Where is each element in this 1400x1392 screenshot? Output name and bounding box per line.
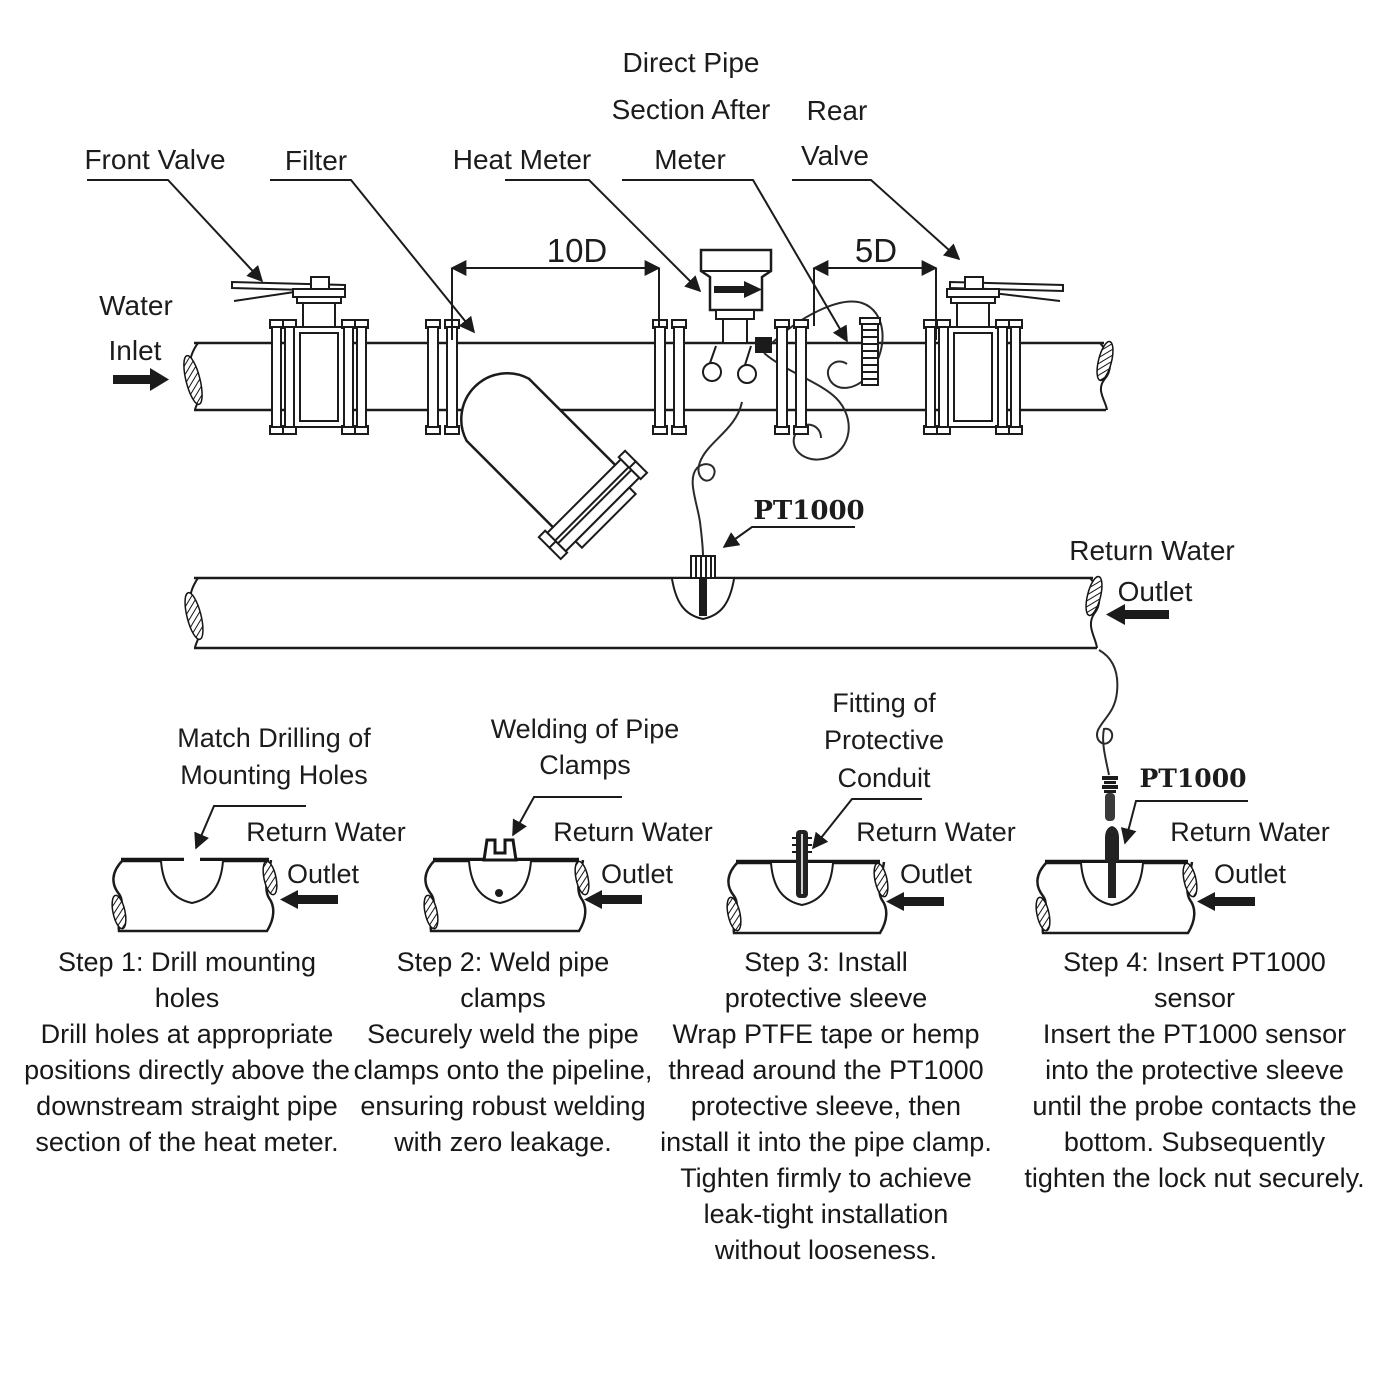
pipe-break-hatch <box>181 591 206 641</box>
step3-body: Wrap PTFE tape or hemp thread around the PT1000 protective sleeve, then install it into the pipe clamp. Tighten firmly to achieve leak-tight installation without looseness. <box>660 1019 992 1265</box>
step1-text <box>22 944 352 1160</box>
pt1000-sensor-hanging <box>1102 776 1118 821</box>
step4-return-water-1: Return Water <box>1170 817 1330 847</box>
pt1000-gland <box>691 556 715 578</box>
pt1000-callout-top <box>724 496 865 547</box>
return-water-label-top-1: Return Water <box>1069 535 1235 566</box>
step4-title-pt1000: PT1000 <box>1139 764 1247 793</box>
step4-text <box>1022 944 1367 1196</box>
front-valve-label: Front Valve <box>84 144 226 175</box>
heat-meter-body <box>701 250 772 383</box>
return-pipe <box>181 556 1105 648</box>
pipe-break-hatch <box>1094 340 1116 382</box>
step3-outlet-arrow <box>886 892 944 911</box>
step2-figure <box>422 840 592 931</box>
pipe-break-hatch <box>872 862 891 898</box>
step3-callout <box>813 688 1016 911</box>
water-inlet-label-2: Inlet <box>108 335 162 366</box>
dim-5d-label: 5D <box>854 232 898 269</box>
dimension-10d <box>452 232 659 340</box>
step3-heading: Step 3: Install protective sleeve <box>724 947 928 1013</box>
step4-body: Insert the PT1000 sensor into the protective sleeve until the probe contacts the bottom. Subsequently tighten the lock nut securely. <box>1024 1019 1365 1193</box>
water-inlet-label-1: Water <box>99 290 173 321</box>
step2-title-1: Welding of Pipe <box>490 714 680 744</box>
meter-inlet-flange <box>653 320 686 434</box>
weld-dot <box>495 889 503 897</box>
step1-heading: Step 1: Drill mounting holes <box>57 947 317 1013</box>
installed-sleeve <box>1105 826 1119 862</box>
water-inlet <box>99 290 173 391</box>
step4-figure <box>1034 776 1200 933</box>
step2-heading: Step 2: Weld pipe clamps <box>396 947 610 1013</box>
step1-return-water-1: Return Water <box>246 817 406 847</box>
pipe-break-hatch <box>573 860 592 896</box>
pipe-break-hatch <box>1181 862 1200 898</box>
step3-return-water-1: Return Water <box>856 817 1016 847</box>
step3-title-2: Protective <box>823 725 945 755</box>
installed-sleeve-lower <box>1108 862 1116 898</box>
dim-10d-label: 10D <box>546 232 608 269</box>
step2-return-water-1: Return Water <box>553 817 713 847</box>
pipe-clamp <box>484 840 516 860</box>
step1-outlet-arrow <box>280 890 338 909</box>
step3-return-water-2: Outlet <box>899 859 973 889</box>
step1-body: Drill holes at appropriate positions directly above the downstream straight pipe section of the heat meter. <box>24 1019 350 1157</box>
step3-title-1: Fitting of <box>832 688 936 718</box>
filter-flange <box>426 320 459 434</box>
step4-heading: Step 4: Insert PT1000 sensor <box>1063 947 1326 1013</box>
direct-pipe-label-3: Meter <box>654 144 726 175</box>
step2-return-water-2: Outlet <box>600 859 674 889</box>
direct-pipe-label-1: Direct Pipe <box>622 47 760 78</box>
return-water-label-top-2: Outlet <box>1117 576 1193 607</box>
water-inlet-arrow <box>113 368 169 391</box>
step1-title-2: Mounting Holes <box>180 760 368 790</box>
step2-body: Securely weld the pipe clamps onto the pipeline, ensuring robust welding with zero leakage. <box>353 1019 653 1157</box>
pipe-break-hatch <box>725 896 744 932</box>
flow-arrow-shaft <box>714 286 744 293</box>
pt1000-cable <box>1097 650 1117 775</box>
pipe-break-hatch <box>1083 575 1105 617</box>
outlet-arrow-top <box>1106 604 1169 625</box>
heat-meter-label: Heat Meter <box>452 144 592 175</box>
step4-return-water-2: Outlet <box>1213 859 1287 889</box>
pipe-break-hatch <box>180 354 206 406</box>
step3-title-3: Conduit <box>837 763 931 793</box>
rear-valve-label-1: Rear <box>806 95 868 126</box>
step1-return-water-2: Outlet <box>286 859 360 889</box>
step4-outlet-arrow <box>1197 892 1255 911</box>
direct-pipe-label-2: Section After <box>611 94 771 125</box>
rear-valve-label-2: Valve <box>801 140 869 171</box>
step1-title-1: Match Drilling of <box>177 723 371 753</box>
pipe-break-hatch <box>110 894 129 930</box>
filter-label: Filter <box>284 145 348 176</box>
cable-connector <box>755 337 772 353</box>
pt1000-probe <box>699 578 707 616</box>
drilled-pocket <box>161 861 223 903</box>
pipe-break-hatch <box>1034 896 1053 932</box>
pipe-break-hatch <box>422 894 441 930</box>
component-labels <box>84 47 959 341</box>
pipe-break-hatch <box>261 860 280 896</box>
step2-outlet-arrow <box>584 890 642 909</box>
thermowell <box>860 318 880 385</box>
step2-title-2: Clamps <box>539 750 631 780</box>
step1-figure <box>110 860 280 931</box>
pt1000-label-top: PT1000 <box>753 496 865 526</box>
meter-outlet-flange <box>775 320 808 434</box>
filter-strainer <box>432 344 652 564</box>
step3-text <box>660 944 992 1268</box>
step2-text <box>342 944 664 1160</box>
step4-callout <box>1125 764 1330 911</box>
